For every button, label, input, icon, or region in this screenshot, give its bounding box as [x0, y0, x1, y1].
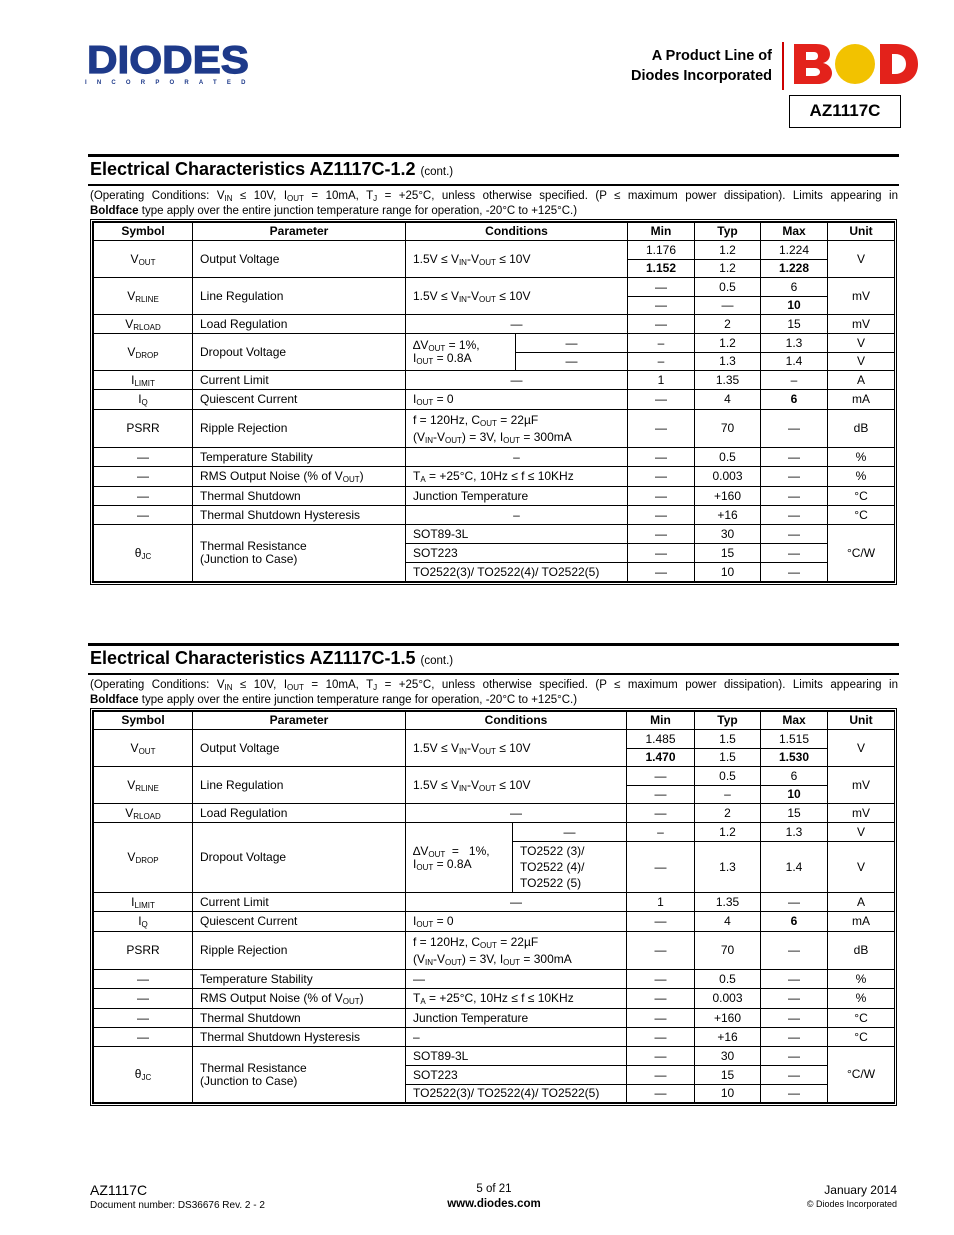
diodes-logo-subtext: INCORPORATED — [85, 80, 256, 86]
cell-unit: A — [828, 371, 895, 390]
cell-min: — — [627, 804, 695, 823]
cell-typ: 1.5 — [695, 749, 761, 767]
cell-typ: 2 — [695, 315, 761, 334]
cell-parameter: Thermal Resistance (Junction to Case) — [193, 1047, 406, 1103]
section-title-text: Electrical Characteristics AZ1117C-1.5 — [90, 648, 416, 668]
cell-max: 10 — [761, 786, 828, 804]
section-cont-label: (cont.) — [420, 166, 454, 178]
cell-typ: 70 — [695, 410, 761, 448]
header-unit: Unit — [828, 712, 895, 730]
table-row-rms-noise — [94, 989, 895, 1009]
cell-conditions: — — [406, 893, 627, 912]
cell-max: — — [761, 448, 828, 467]
cell-unit: % — [828, 448, 895, 467]
cell-typ: 1.5 — [695, 730, 761, 749]
table-row-ilimit — [94, 893, 895, 912]
cell-symbol: — — [94, 970, 193, 989]
cell-typ: 0.003 — [695, 989, 761, 1009]
cell-unit: dB — [828, 410, 895, 448]
cell-typ: 4 — [695, 390, 761, 410]
cell-parameter: Ripple Rejection — [193, 410, 406, 448]
footer-center — [394, 1182, 594, 1212]
table-row-temp-stability — [94, 448, 895, 467]
section-title-1v2 — [88, 154, 899, 186]
cell-typ: 0.003 — [695, 467, 761, 487]
header-conditions: Conditions — [406, 712, 627, 730]
diodes-logo — [85, 42, 255, 90]
cell-min: — — [628, 467, 695, 487]
cell-min: — — [628, 506, 695, 525]
cell-unit: V — [828, 842, 895, 893]
cell-min: — — [627, 932, 695, 970]
cell-max: — — [761, 525, 828, 544]
cell-max: — — [761, 563, 828, 582]
cell-max: — — [761, 893, 828, 912]
table-header-row — [94, 223, 895, 241]
table-row-iq — [94, 912, 895, 932]
cell-parameter: Current Limit — [193, 893, 406, 912]
cell-unit: mV — [828, 315, 895, 334]
cell-typ: +160 — [695, 487, 761, 506]
cell-unit: % — [828, 467, 895, 487]
cell-typ: 1.2 — [695, 241, 761, 260]
diodes-logo-graphic — [85, 42, 255, 78]
cell-typ: 1.2 — [695, 823, 761, 842]
table-row-vout — [94, 730, 895, 749]
cell-conditions: SOT223 — [406, 544, 628, 563]
cell-max: — — [761, 1028, 828, 1047]
cell-max: — — [761, 1085, 828, 1103]
cell-max: 15 — [761, 315, 828, 334]
cell-typ: 30 — [695, 525, 761, 544]
cell-parameter: Thermal Shutdown — [193, 1009, 406, 1028]
cell-conditions: – — [406, 448, 628, 467]
cell-symbol: $I_{LIMIT}$ — [94, 893, 193, 912]
header-typ: Typ — [695, 712, 761, 730]
cell-min: — — [628, 315, 695, 334]
operating-conditions-1v2: (Operating Conditions: $V_{IN} \le 10V$, $I_{OUT} = 10mA$, $T_J = +25^\circ C$, unless otherwise specified. (P ≤ maximum power dissipation). Limits appearing in Boldface type apply over the entire junction temperature range for operation, -20°C to +125°C.) — [90, 190, 898, 217]
cell-conditions: $1.5V \le V_{IN}-V_{OUT} \le 10V$ — [406, 730, 627, 767]
cell-min: — — [628, 525, 695, 544]
cell-min: — — [627, 786, 695, 804]
cell-conditions: SOT89-3L — [406, 525, 628, 544]
table-row-ilimit — [94, 371, 895, 390]
cell-min: 1 — [627, 893, 695, 912]
header-max: Max — [761, 223, 828, 241]
table-row-psrr — [94, 410, 895, 448]
cell-conditions: Junction Temperature — [406, 487, 628, 506]
cell-min: 1.176 — [628, 241, 695, 260]
cell-unit: °C — [828, 487, 895, 506]
header-divider — [782, 42, 784, 90]
cell-symbol: $V_{OUT}$ — [94, 241, 193, 278]
header-typ: Typ — [695, 223, 761, 241]
cell-min: — — [628, 487, 695, 506]
table-row-thermal-shutdown — [94, 1009, 895, 1028]
cell-conditions: $I_{OUT} = 0$ — [406, 390, 628, 410]
cell-max: 6 — [761, 912, 828, 932]
cell-unit: V — [828, 730, 895, 767]
cell-symbol: — — [94, 506, 193, 525]
cell-parameter: Quiescent Current — [193, 390, 406, 410]
cell-min: — — [628, 278, 695, 297]
table-row-vout — [94, 241, 895, 260]
cell-typ: – — [695, 786, 761, 804]
cell-max: 1.4 — [761, 353, 828, 371]
table-row-temp-stability — [94, 970, 895, 989]
product-line-1: A Product Line of — [651, 48, 772, 64]
cell-typ: 15 — [695, 1066, 761, 1085]
table-row-vdrop — [94, 334, 895, 353]
cell-min: — — [628, 448, 695, 467]
cell-typ: 0.5 — [695, 970, 761, 989]
cell-symbol: $I_Q$ — [94, 390, 193, 410]
electrical-table-1v2 — [90, 219, 897, 585]
cell-typ: 0.5 — [695, 278, 761, 297]
operating-conditions-1v5: (Operating Conditions: $V_{IN} \le 10V$, $I_{OUT} = 10mA$, $T_J = +25^\circ C$, unless otherwise specified. (P ≤ maximum power dissipation). Limits appearing in Boldface type apply over the entire junction temperature range for operation, -20°C to +125°C.) — [90, 679, 898, 706]
cell-unit: V — [828, 353, 895, 371]
cell-min: — — [627, 767, 695, 786]
cell-max: — — [761, 970, 828, 989]
footer-left — [90, 1182, 265, 1213]
cell-symbol: $V_{DROP}$ — [94, 334, 193, 371]
cell-symbol: PSRR — [94, 410, 193, 448]
cell-min: — — [628, 297, 695, 315]
cell-conditions: $1.5V \le V_{IN}-V_{OUT} \le 10V$ — [406, 767, 627, 804]
cell-min: — — [628, 410, 695, 448]
table-row-vrload — [94, 804, 895, 823]
cell-symbol: — — [94, 989, 193, 1009]
cell-unit: mV — [828, 278, 895, 315]
cell-min: 1 — [628, 371, 695, 390]
cell-parameter: Output Voltage — [193, 730, 406, 767]
cell-conditions: SOT89-3L — [406, 1047, 627, 1066]
cell-parameter: Load Regulation — [193, 804, 406, 823]
cell-unit: °C — [828, 1028, 895, 1047]
cell-min: 1.470 — [627, 749, 695, 767]
cell-conditions: $\Delta V_{OUT} = 1\%$, $I_{OUT} = 0.8A$ — [406, 823, 513, 893]
cell-parameter: Thermal Shutdown Hysteresis — [193, 506, 406, 525]
cell-unit: mA — [828, 390, 895, 410]
cell-conditions: f = 120Hz, $C_{OUT} = 22\mu F$ $(V_{IN}-V_{OUT}) = 3V$, $I_{OUT} = 300mA$ — [406, 410, 628, 448]
section-title-1v5 — [88, 643, 899, 675]
cell-conditions: f = 120Hz, $C_{OUT} = 22\mu F$ $(V_{IN}-V_{OUT}) = 3V$, $I_{OUT} = 300mA$ — [406, 932, 627, 970]
cell-min: — — [627, 989, 695, 1009]
cell-max: 15 — [761, 804, 828, 823]
cell-conditions: $1.5V \le V_{IN}-V_{OUT} \le 10V$ — [406, 278, 628, 315]
cell-max: — — [761, 1009, 828, 1028]
table-row-vdrop — [94, 823, 895, 842]
electrical-table-1v5 — [90, 708, 897, 1106]
cell-max: — — [761, 410, 828, 448]
cell-typ: 30 — [695, 1047, 761, 1066]
cell-min: – — [627, 823, 695, 842]
cell-max: — — [761, 506, 828, 525]
cell-max: 6 — [761, 390, 828, 410]
header-conditions: Conditions — [406, 223, 628, 241]
cell-symbol: $V_{RLINE}$ — [94, 767, 193, 804]
cell-min: — — [627, 842, 695, 893]
footer-date: January 2014 — [824, 1183, 897, 1197]
cell-max: — — [761, 989, 828, 1009]
cell-conditions: $1.5V \le V_{IN}-V_{OUT} \le 10V$ — [406, 241, 628, 278]
cell-max: — — [761, 1066, 828, 1085]
cell-conditions: $T_A = +25^\circ C$, 10Hz ≤ f ≤ 10KHz — [406, 989, 627, 1009]
cell-conditions: — — [406, 371, 628, 390]
cell-symbol: — — [94, 1009, 193, 1028]
cell-conditions-sub: — — [516, 334, 628, 353]
footer-part-number: AZ1117C — [90, 1182, 148, 1198]
cell-unit: °C/W — [828, 525, 895, 582]
cell-unit: °C — [828, 506, 895, 525]
table-row-rms-noise — [94, 467, 895, 487]
cell-symbol: — — [94, 1028, 193, 1047]
cell-max: 1.228 — [761, 260, 828, 278]
cell-conditions-sub: — — [513, 823, 627, 842]
cell-conditions: TO2522(3)/ TO2522(4)/ TO2522(5) — [406, 1085, 627, 1103]
table-row-vrline — [94, 278, 895, 297]
cell-typ: 1.35 — [695, 371, 761, 390]
table-row-iq — [94, 390, 895, 410]
cell-max: – — [761, 371, 828, 390]
cell-typ: 1.3 — [695, 353, 761, 371]
cell-max: 6 — [761, 278, 828, 297]
cell-max: — — [761, 932, 828, 970]
cell-typ: 15 — [695, 544, 761, 563]
cell-typ: +16 — [695, 1028, 761, 1047]
page-footer — [0, 1182, 954, 1222]
cell-unit: mV — [828, 804, 895, 823]
cell-min: 1.152 — [628, 260, 695, 278]
cell-max: 1.4 — [761, 842, 828, 893]
table-row-thermal-hysteresis — [94, 506, 895, 525]
header-min: Min — [627, 712, 695, 730]
cell-symbol: $V_{OUT}$ — [94, 730, 193, 767]
cell-unit: dB — [828, 932, 895, 970]
cell-typ: 0.5 — [695, 448, 761, 467]
footer-website-link[interactable]: www.diodes.com — [447, 1198, 541, 1210]
cell-conditions: TO2522(3)/ TO2522(4)/ TO2522(5) — [406, 563, 628, 582]
cell-symbol: $V_{RLOAD}$ — [94, 804, 193, 823]
section-title-text: Electrical Characteristics AZ1117C-1.2 — [90, 159, 416, 179]
cell-conditions: $\Delta V_{OUT} = 1\%$, $I_{OUT} = 0.8A$ — [406, 334, 516, 371]
cell-unit: V — [828, 241, 895, 278]
header-parameter: Parameter — [193, 712, 406, 730]
cell-max: 1.3 — [761, 334, 828, 353]
part-number-box: AZ1117C — [789, 95, 901, 128]
footer-doc-number: Document number: DS36676 Rev. 2 - 2 — [90, 1200, 265, 1211]
cell-typ: 1.2 — [695, 334, 761, 353]
product-line-text — [631, 46, 772, 86]
cell-unit: % — [828, 970, 895, 989]
cell-parameter: Current Limit — [193, 371, 406, 390]
cell-conditions-sub: — — [516, 353, 628, 371]
cell-conditions: $I_{OUT} = 0$ — [406, 912, 627, 932]
cell-max: — — [761, 544, 828, 563]
cell-unit: °C — [828, 1009, 895, 1028]
table-row-vrline — [94, 767, 895, 786]
cell-min: — — [628, 563, 695, 582]
cell-unit: mV — [828, 767, 895, 804]
cell-min: — — [627, 1009, 695, 1028]
cell-symbol: — — [94, 467, 193, 487]
cell-unit: V — [828, 334, 895, 353]
cell-unit: mA — [828, 912, 895, 932]
cell-typ: 0.5 — [695, 767, 761, 786]
cell-conditions: — — [406, 315, 628, 334]
cell-conditions: – — [406, 1028, 627, 1047]
cell-parameter: Quiescent Current — [193, 912, 406, 932]
header-symbol: Symbol — [94, 223, 193, 241]
bcd-logo — [792, 42, 920, 91]
cell-symbol: $V_{RLOAD}$ — [94, 315, 193, 334]
cell-typ: 4 — [695, 912, 761, 932]
cell-conditions: — — [406, 970, 627, 989]
cell-symbol: $V_{RLINE}$ — [94, 278, 193, 315]
cell-parameter: RMS Output Noise (% of $V_{OUT}$) — [193, 467, 406, 487]
table-row-psrr — [94, 932, 895, 970]
table-row-theta-jc — [94, 525, 895, 544]
diodes-logo-wordmark: DIODES — [87, 42, 249, 78]
cell-typ: 70 — [695, 932, 761, 970]
cell-typ: 1.2 — [695, 260, 761, 278]
cell-min: — — [627, 1085, 695, 1103]
header-unit: Unit — [828, 223, 895, 241]
cell-typ: — — [695, 297, 761, 315]
cell-min: — — [627, 1028, 695, 1047]
cell-typ: 1.3 — [695, 842, 761, 893]
cell-conditions: — — [406, 804, 627, 823]
cell-min: 1.485 — [627, 730, 695, 749]
cell-typ: 10 — [695, 1085, 761, 1103]
cell-max: 1.530 — [761, 749, 828, 767]
footer-right — [807, 1182, 897, 1211]
footer-copyright: © Diodes Incorporated — [806, 1199, 897, 1209]
cell-parameter: Thermal Resistance (Junction to Case) — [193, 525, 406, 582]
table-row-theta-jc — [94, 1047, 895, 1066]
cell-typ: +16 — [695, 506, 761, 525]
cell-typ: 1.35 — [695, 893, 761, 912]
cell-parameter: Load Regulation — [193, 315, 406, 334]
cell-symbol: — — [94, 448, 193, 467]
header-min: Min — [628, 223, 695, 241]
cell-min: — — [628, 544, 695, 563]
cell-parameter: Dropout Voltage — [193, 334, 406, 371]
cell-symbol: — — [94, 487, 193, 506]
cell-max: — — [761, 1047, 828, 1066]
cell-parameter: Line Regulation — [193, 767, 406, 804]
cell-conditions: Junction Temperature — [406, 1009, 627, 1028]
table-row-thermal-hysteresis — [94, 1028, 895, 1047]
cell-min: — — [627, 1066, 695, 1085]
cell-symbol: $\theta_{JC}$ — [94, 525, 193, 582]
cell-parameter: Thermal Shutdown Hysteresis — [193, 1028, 406, 1047]
cell-parameter: Temperature Stability — [193, 970, 406, 989]
footer-page-number: 5 of 21 — [476, 1183, 512, 1195]
table-row-thermal-shutdown — [94, 487, 895, 506]
cell-unit: °C/W — [828, 1047, 895, 1103]
cell-max: 10 — [761, 297, 828, 315]
cell-symbol: $V_{DROP}$ — [94, 823, 193, 893]
table-header-row — [94, 712, 895, 730]
header-symbol: Symbol — [94, 712, 193, 730]
cell-parameter: Dropout Voltage — [193, 823, 406, 893]
cell-max: 1.515 — [761, 730, 828, 749]
cell-parameter: Output Voltage — [193, 241, 406, 278]
cell-min: — — [628, 390, 695, 410]
cell-typ: 2 — [695, 804, 761, 823]
cell-min: – — [628, 353, 695, 371]
cell-symbol: $I_Q$ — [94, 912, 193, 932]
cell-unit: % — [828, 989, 895, 1009]
cell-max: 1.224 — [761, 241, 828, 260]
bcd-logo-graphic — [792, 42, 920, 86]
section-cont-label: (cont.) — [420, 655, 454, 667]
cell-parameter: Ripple Rejection — [193, 932, 406, 970]
cell-min: — — [627, 1047, 695, 1066]
cell-conditions: $T_A = +25^\circ C$, 10Hz ≤ f ≤ 10KHz — [406, 467, 628, 487]
cell-unit: V — [828, 823, 895, 842]
cell-min: – — [628, 334, 695, 353]
cell-max: — — [761, 467, 828, 487]
cell-typ: 10 — [695, 563, 761, 582]
cell-unit: A — [828, 893, 895, 912]
cell-typ: +160 — [695, 1009, 761, 1028]
cell-max: 1.3 — [761, 823, 828, 842]
cell-parameter: Line Regulation — [193, 278, 406, 315]
cell-conditions: – — [406, 506, 628, 525]
cell-conditions-sub: TO2522 (3)/ TO2522 (4)/ TO2522 (5) — [513, 842, 627, 893]
cell-conditions: SOT223 — [406, 1066, 627, 1085]
header-parameter: Parameter — [193, 223, 406, 241]
cell-parameter: Thermal Shutdown — [193, 487, 406, 506]
header-max: Max — [761, 712, 828, 730]
cell-max: 6 — [761, 767, 828, 786]
cell-max: — — [761, 487, 828, 506]
cell-symbol: $I_{LIMIT}$ — [94, 371, 193, 390]
cell-min: — — [627, 912, 695, 932]
product-line-2: Diodes Incorporated — [631, 68, 772, 84]
cell-symbol: PSRR — [94, 932, 193, 970]
cell-parameter: RMS Output Noise (% of $V_{OUT}$) — [193, 989, 406, 1009]
cell-symbol: $\theta_{JC}$ — [94, 1047, 193, 1103]
cell-min: — — [627, 970, 695, 989]
table-row-vrload — [94, 315, 895, 334]
cell-parameter: Temperature Stability — [193, 448, 406, 467]
